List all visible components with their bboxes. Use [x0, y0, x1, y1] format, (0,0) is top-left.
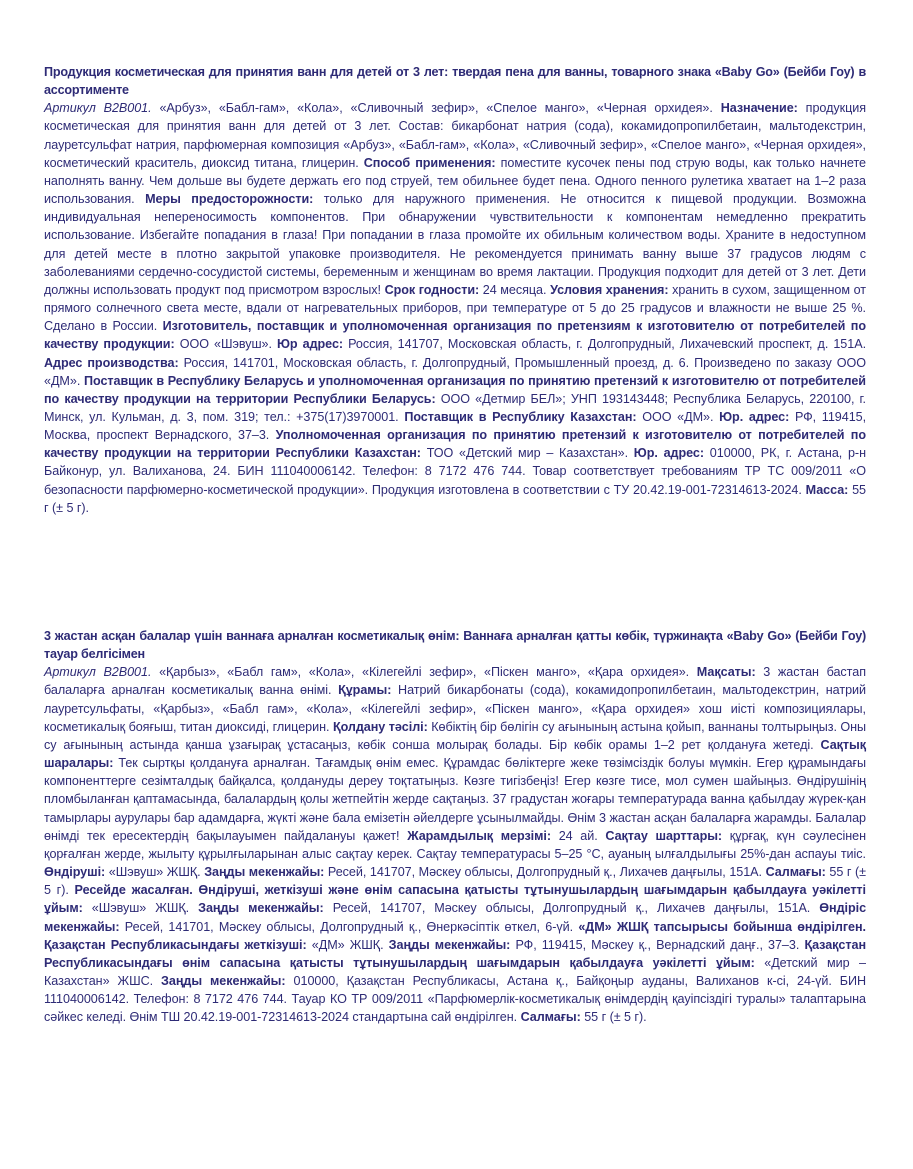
kz-authorized-text: ТОО «Детский мир – Казахстан». — [426, 446, 629, 461]
label-text-kazakh — [44, 627, 866, 1026]
storage-text: құрғақ, күн сәулесінен қорғалған жерде, жылыту құрылғыларынан алыс сақтау керек. Сақтау температурасы 5–25 °С, ауаның ылғалдылығы 25%-дан аспауы тиіс. — [44, 828, 867, 861]
storage-text: хранить в сухом, защищенном от прямого солнечного света месте, вдали от нагревательных приборов, при температуре от 5 до 25 градусов и влажности не выше 25 %. Сделано в России. — [44, 282, 866, 334]
article-label: Артикул — [44, 101, 96, 116]
article-code: B2B001. — [103, 101, 152, 116]
authorized-org-label: Қазақстан Республикасындағы өнім сапасына қатысты тұтынушылардың шағымдарын қабылдауға уәкілетті ұйым: — [44, 937, 867, 970]
storage-label: Условия хранения: — [550, 282, 669, 297]
production-address-text: Ресей, 141701, Мәскеу облысы, Долгопрудный қ., Өнеркәсіптік өткел, 6-үй. — [124, 919, 574, 934]
label-body-ru — [44, 99, 866, 517]
legal-address-label: Заңды мекенжайы: — [204, 865, 325, 880]
order-supplier-label: «ДМ» ЖШҚ тапсырысы бойынша өндірілген. Қазақстан Республикасындағы жеткізуші: — [44, 919, 867, 952]
mass-label: Салмағы: — [765, 865, 826, 880]
manufacturer-text: «Шэвуш» ЖШҚ. — [108, 865, 201, 880]
legal-address-label: Заңды мекенжайы: — [198, 901, 324, 916]
shelf-life-label: Жарамдылық мерзімі: — [407, 828, 551, 843]
purpose-label: Мақсаты: — [696, 665, 756, 680]
purpose-text: продукция косметическая для принятия ванн для детей от 3 лет. Состав: бикарбонат натрия (сода), кокамидопропилбетаин, мальтодекстрин, лауретсульфат натрия, парфюмерная композиция «Арбуз», «Бабл-гам», «Кола», «Сливочный зефир», «Спелое манго», «Черная орхидея», косметический краситель, диоксид титана, глицерин. — [44, 101, 866, 170]
authorized-org-text: «Детский мир – Казахстан» ЖШС. — [44, 955, 866, 988]
usage-text: поместите кусочек пены под струю воды, как только начнете наполнять ванну. Чем дольше вы будете держать его под струей, тем обильнее будет пена. Одного пенного рулетика хватает на 1–2 раза использования. — [44, 155, 867, 207]
kz-supplier-text: ООО «ДМ». — [642, 409, 714, 424]
usage-label: Қолдану тәсілі: — [332, 719, 428, 734]
label-body-kz — [44, 663, 866, 1026]
article-label: Артикул — [44, 665, 96, 680]
mass-text: 55 г (± 5 г). — [584, 1010, 647, 1025]
manufacturer-label: Изготовитель, поставщик и уполномоченная организация по претензиям к изготовителю от потребителей по качеству продукции: — [44, 319, 866, 352]
legal-address-text: Ресей, 141707, Мәскеу облысы, Долгопрудный қ., Лихачев даңғылы, 151А. — [332, 901, 811, 916]
supplier-legal-label: Заңды мекенжайы: — [388, 937, 511, 952]
manufacturer-text: ООО «Шэвуш». — [179, 337, 272, 352]
manufacturer-label: Өндіруші: — [44, 865, 106, 880]
made-in-text: «Шэвуш» ЖШҚ. — [91, 901, 190, 916]
assortment-list: «Арбуз», «Бабл-гам», «Кола», «Сливочный зефир», «Спелое манго», «Черная орхидея». — [159, 101, 713, 116]
shelf-life-label: Срок годности: — [384, 282, 480, 297]
order-supplier-text: «ДМ» ЖШҚ. — [311, 937, 384, 952]
production-address-label: Адрес производства: — [44, 355, 179, 370]
mass-label: Салмағы: — [520, 1010, 581, 1025]
article-code: B2B001. — [103, 665, 152, 680]
kz-supplier-label: Поставщик в Республику Казахстан: — [404, 409, 637, 424]
production-address-label: Өндіріс мекенжайы: — [44, 901, 867, 934]
belarus-supplier-text: ООО «Детмир БЕЛ»; УНП 193143448; Республика Беларусь, 220100, г. Минск, ул. Кульман, д. 3, пом. 319; тел.: +375(17)3970001. — [44, 391, 866, 424]
usage-text: Көбіктің бір бөлігін су ағынының астына қойып, ваннаны толтырыңыз. Оны су ағынының астында қанша ұзағырақ ұстасаңыз, көбік сонша молырақ болады. Бір көбік орамы 1–2 рет қолдануға жетеді. — [44, 719, 867, 752]
usage-label: Способ применения: — [363, 155, 496, 170]
authorized-legal-label: Заңды мекенжайы: — [161, 973, 286, 988]
purpose-text: 3 жастан бастап балаларға арналған косметикалық ванна өнімі. — [44, 665, 866, 698]
assortment-list: «Қарбыз», «Бабл гам», «Кола», «Кілегейлі зефир», «Піскен манго», «Қара орхидея». — [159, 665, 690, 680]
kz-authorized-legal-text: 010000, РК, г. Астана, р-н Байконур, ул. Валиханова, 24. БИН 111040006142. Телефон: 8 7172 476 744. Товар соответствует требованиям ТР ТС 009/2011 «О безопасности парфюмерно-косметической продукции». Продукция изготовлена в соответствии с ТУ 20.42.19-001-72314613-2024. — [44, 446, 866, 497]
mass-label: Масса: — [805, 482, 849, 497]
precautions-label: Меры предосторожности: — [145, 192, 314, 207]
kz-supplier-legal-label: Юр. адрес: — [719, 409, 790, 424]
supplier-legal-text: РФ, 119415, Мәскеу қ., Вернадский даңғ., 37–3. — [515, 937, 800, 952]
composition-text: Натрий бикарбонаты (сода), кокамидопропилбетаин, мальтодекстрин, натрий лауретсульфаты, «Қарбыз», «Бабл гам», «Кола», «Кілегейлі зефир», «Піскен манго», «Қара орхидея» хош иісті композициялары, косметикалық бояғыш, титан диоксиді, глицерин. — [44, 683, 866, 734]
label-text-russian — [44, 63, 866, 517]
production-address-text: Россия, 141701, Московская область, г. Долгопрудный, Промышленный проезд, д. 6. Произведено по заказу ООО «ДМ». — [44, 355, 866, 388]
kz-supplier-legal-text: РФ, 119415, Москва, проспект Вернадского, 37–3. — [44, 409, 867, 443]
shelf-life-text: 24 ай. — [558, 828, 598, 843]
kz-authorized-legal-label: Юр. адрес: — [633, 446, 705, 461]
precautions-text: только для наружного применения. Не относится к пищевой продукции. Возможна индивидуальная непереносимость компонентов. При обнаружении чувствительности к компонентам немедленно прекратить использование. Избегайте попадания в глаза! При попадании в глаза промойте их обильным количеством воды. Храните в недоступном для детей месте в плотно закрытой упаковке производителя. Не рекомендуется принимать ванну выше 37 градусов людям с заболеваниями сердечно-сосудистой системы, беременным и женщинам во время лактации. Продукция подходит для детей от 3 лет. Дети должны использовать продукт под присмотром взрослых! — [44, 192, 867, 297]
legal-address-text: Ресей, 141707, Мәскеу облысы, Долгопрудный қ., Лихачев даңғылы, 151А. — [327, 865, 762, 880]
belarus-supplier-label: Поставщик в Республику Беларусь и уполномоченная организация по принятию претензий к изготовителю от потребителей по качеству продукции на территории Республики Беларусь: — [44, 373, 866, 406]
mass-text: 55 г (± 5 г). — [44, 865, 867, 898]
product-title-kz: 3 жастан асқан балалар үшін ваннаға арналған косметикалық өнім: Ваннаға арналған қатты көбік, түржинақта «Baby Go» (Бейби Гоу) тауар белгісімен — [44, 629, 866, 662]
mass-text: 55 г (± 5 г). — [44, 482, 867, 515]
product-title-ru: Продукция косметическая для принятия ванн для детей от 3 лет: твердая пена для ванны, товарного знака «Baby Go» (Бейби Гоу) в ассортименте — [44, 65, 866, 98]
shelf-life-text: 24 месяца. — [482, 282, 547, 297]
composition-label: Құрамы: — [338, 683, 392, 698]
legal-address-label: Юр адрес: — [276, 337, 344, 352]
precautions-label: Сақтық шаралары: — [44, 737, 866, 771]
authorized-legal-text: 010000, Қазақстан Республикасы, Астана қ., Байқоңыр ауданы, Валиханов к-сі, 24-үй. БИН 111040006142. Телефон: 8 7172 476 744. Тауар КО ТР 009/2011 «Парфюмерлік-косметикалық өнімдердің қауіпсіздігі туралы» талаптарына сәйкес келеді. Өнім ТШ 20.42.19-001-72314613-2024 стандартына сай өндірілген. — [44, 973, 867, 1025]
made-in-label: Ресейде жасалған. Өндіруші, жеткізуші және өнім сапасына қатысты тұтынушылардың шағымдарын қабылдауға уәкілетті ұйым: — [44, 883, 866, 916]
precautions-text: Тек сыртқы қолдануға арналған. Тағамдық өнім емес. Құрамдас бөліктерге жеке төзімсіздік болуы мүмкін. Егер құрамындағы компоненттерге сезімталдық байқалса, қолдануды дереу тоқтатыңыз. Көзге тигізбеңіз! Егер көзге тисе, мол сумен шайыңыз. Өндірушінің пломбыланған қаптамасында, балалардың қолы жетпейтін жерде сақтаңыз. 37 градустан жоғары температурада ванна қабылдау жүрек-қан тамырлары аурулары бар адамдарға, жүкті және бала емізетін әйелдерге ұсынылмайды. Өнім 3 жастан асқан балаларға жарамды. Балалар өнімді тек ересектердің бақылауымен пайдалануы қажет! — [44, 756, 866, 843]
legal-address-text: Россия, 141707, Московская область, г. Долгопрудный, Лихачевский проспект, д. 151А. — [348, 337, 867, 352]
kz-authorized-label: Уполномоченная организация по принятию претензий к изготовителю от потребителей по качеству продукции на территории Республики Казахстан: — [44, 428, 867, 461]
storage-label: Сақтау шарттары: — [605, 828, 723, 843]
purpose-label: Назначение: — [720, 101, 798, 116]
